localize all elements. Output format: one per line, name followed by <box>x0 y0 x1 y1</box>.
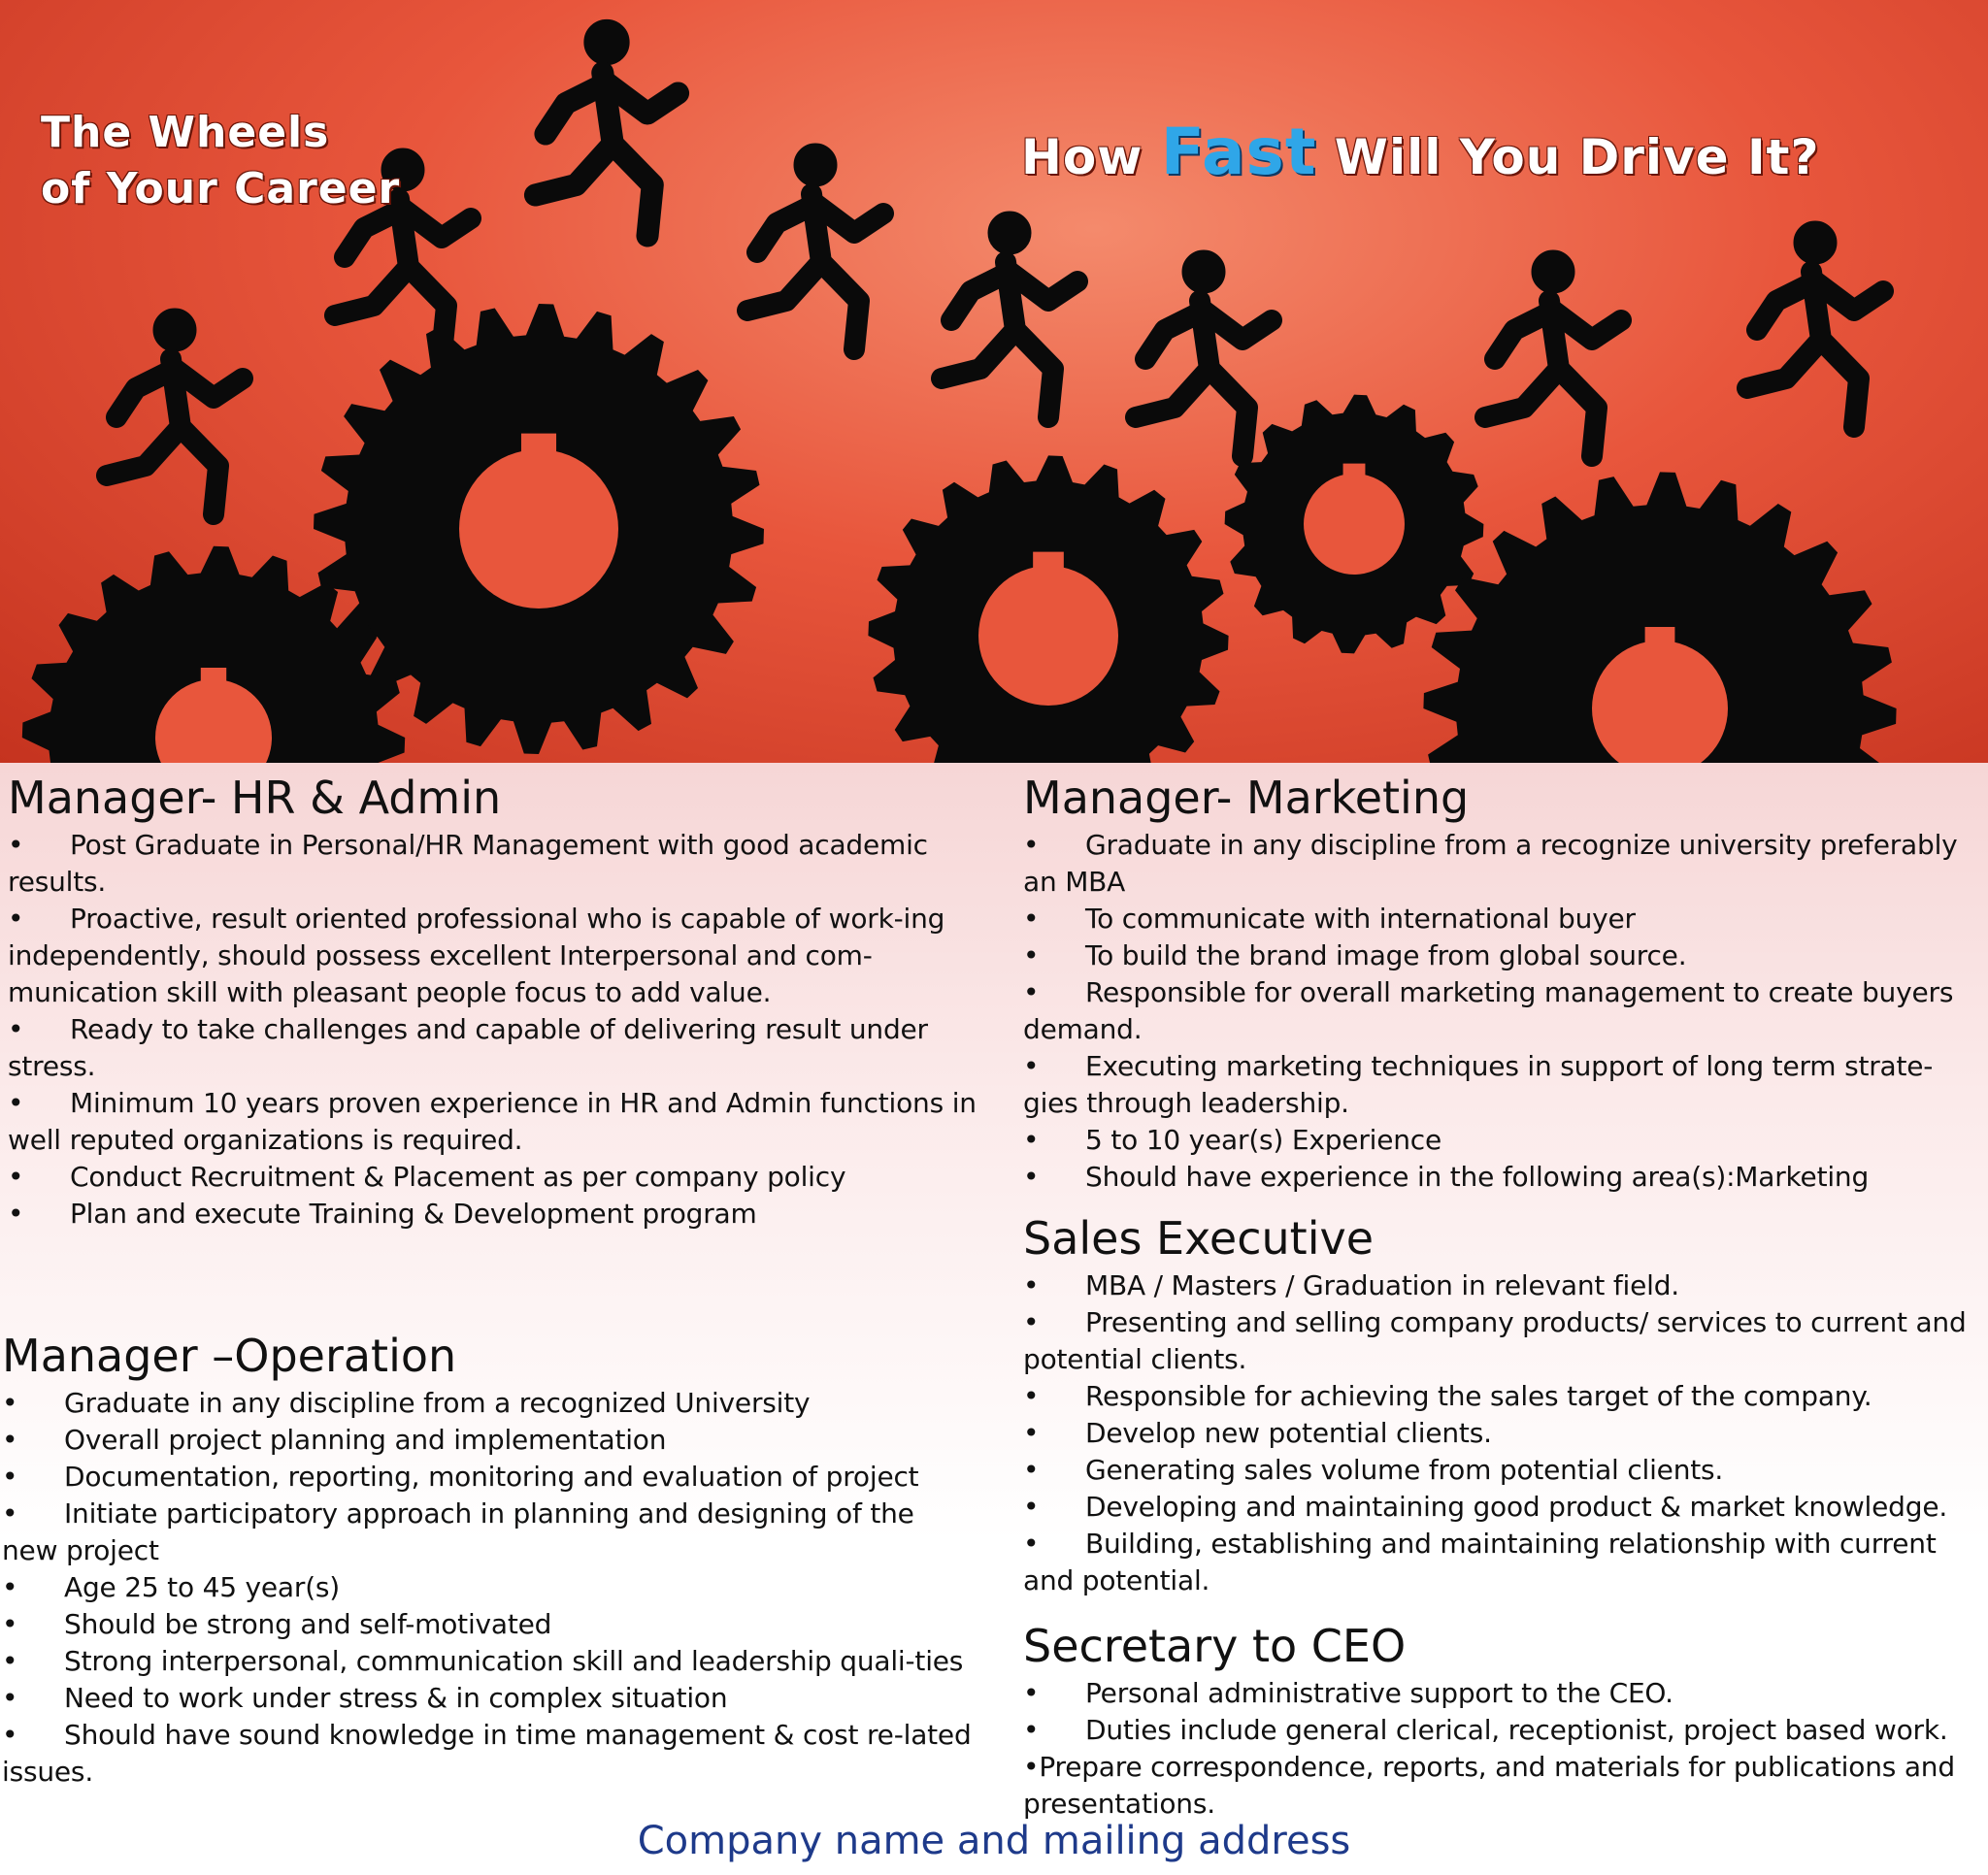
runner-7 <box>1485 250 1621 456</box>
requirement-list <box>8 827 978 1233</box>
list-item: • Age 25 to 45 year(s) <box>2 1569 973 1606</box>
tagline-right-highlight: Fast <box>1160 115 1317 189</box>
requirement-list <box>1023 827 1984 1196</box>
requirement-list <box>1023 1267 1984 1599</box>
section-secretary <box>1023 1621 1984 1823</box>
section-title: Manager- HR & Admin <box>8 772 502 824</box>
runner-4 <box>747 144 883 349</box>
list-item: • Minimum 10 years proven experience in HR and Admin functions in well reputed organizations is required. <box>8 1085 978 1159</box>
list-item: •Prepare correspondence, reports, and materials for publications and presentations. <box>1023 1751 1955 1820</box>
list-item: • Strong interpersonal, communication skill and leadership quali-ties <box>2 1643 973 1680</box>
list-item: • To communicate with international buyer <box>1023 901 1984 938</box>
runner-5 <box>942 212 1077 417</box>
list-item: • Duties include general clerical, receptionist, project based work. <box>1023 1712 1984 1749</box>
list-item: • Ready to take challenges and capable of delivering result under stress. <box>8 1011 978 1085</box>
tagline-left <box>41 105 400 217</box>
list-item: • Graduate in any discipline from a recognized University <box>2 1385 973 1422</box>
gear-right-small <box>1225 395 1484 654</box>
tagline-left-line1: The Wheels <box>41 108 330 157</box>
list-item: • Post Graduate in Personal/HR Management with good academic results. <box>8 827 978 901</box>
list-item: • Should have sound knowledge in time management & cost re-lated issues. <box>2 1717 973 1791</box>
list-item: • Should be strong and self-motivated <box>2 1606 973 1643</box>
gear-far-right <box>1423 472 1896 763</box>
requirement-list <box>2 1385 973 1791</box>
runner-8 <box>1747 221 1883 427</box>
section-title: Secretary to CEO <box>1023 1620 1407 1672</box>
company-footer: Company name and mailing address <box>637 1819 1351 1863</box>
list-item: • Presenting and selling company products/ services to current and potential clients. <box>1023 1304 1984 1378</box>
list-item: • Develop new potential clients. <box>1023 1415 1984 1452</box>
tagline-right <box>1021 115 1819 189</box>
list-item: • Conduct Recruitment & Placement as per company policy <box>8 1159 978 1196</box>
list-item: • Proactive, result oriented professional who is capable of work-ing independently, should possess excellent Interpersonal and com-munication skill with pleasant people focus to add value. <box>8 901 978 1011</box>
list-item: • Developing and maintaining good product & market knowledge. <box>1023 1489 1984 1526</box>
list-item: • Building, establishing and maintaining relationship with current and potential. <box>1023 1526 1984 1599</box>
list-item: • Responsible for overall marketing management to create buyers demand. <box>1023 974 1984 1048</box>
runner-3 <box>536 19 679 236</box>
header-banner <box>0 0 1988 763</box>
section-title: Manager- Marketing <box>1023 772 1470 824</box>
job-listings <box>0 763 1988 1875</box>
list-item: • Responsible for achieving the sales target of the company. <box>1023 1378 1984 1415</box>
section-operation <box>2 1331 973 1791</box>
section-hr-admin <box>8 773 978 1233</box>
list-item: • Graduate in any discipline from a recognize university preferably an MBA <box>1023 827 1984 901</box>
list-item: • Overall project planning and implementation <box>2 1422 973 1459</box>
runner-1 <box>107 309 243 514</box>
tagline-left-line2: of Your Career <box>41 164 401 214</box>
list-item: • 5 to 10 year(s) Experience <box>1023 1122 1984 1159</box>
list-item: • Initiate participatory approach in planning and designing of the new project <box>2 1496 973 1569</box>
list-item: • Need to work under stress & in complex situation <box>2 1680 973 1717</box>
list-item: • Should have experience in the following area(s):Marketing <box>1023 1159 1984 1196</box>
section-marketing <box>1023 773 1984 1196</box>
list-item: • Plan and execute Training & Development program <box>8 1196 978 1233</box>
list-item: • To build the brand image from global source. <box>1023 938 1984 974</box>
list-item: • Personal administrative support to the CEO. <box>1023 1675 1984 1712</box>
list-item: • Documentation, reporting, monitoring and evaluation of project <box>2 1459 973 1496</box>
section-title: Manager –Operation <box>2 1330 457 1382</box>
requirement-list <box>1023 1675 1984 1823</box>
runner-6 <box>1136 250 1272 456</box>
list-item: • Executing marketing techniques in support of long term strate-gies through leadership. <box>1023 1048 1984 1122</box>
tagline-right-suffix: Will You Drive It? <box>1316 129 1820 185</box>
section-sales <box>1023 1213 1984 1599</box>
list-item: • MBA / Masters / Graduation in relevant field. <box>1023 1267 1984 1304</box>
list-item: • Generating sales volume from potential clients. <box>1023 1452 1984 1489</box>
tagline-right-prefix: How <box>1021 129 1161 185</box>
section-title: Sales Executive <box>1023 1212 1375 1265</box>
gear-middle <box>868 455 1228 763</box>
